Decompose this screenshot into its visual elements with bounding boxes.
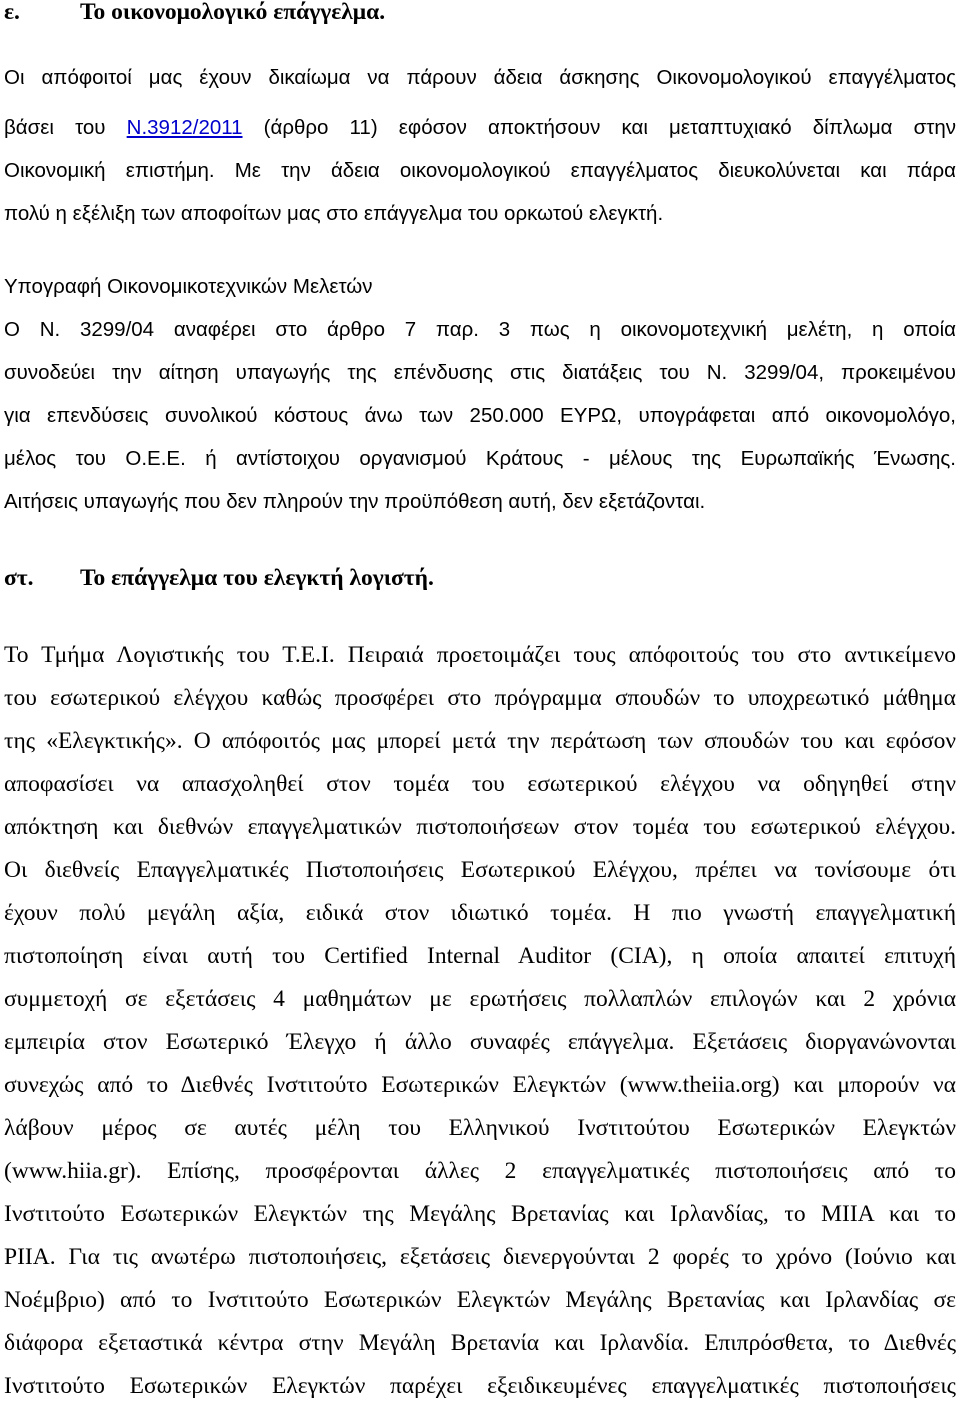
paragraph-line: Το Τμήμα Λογιστικής του Τ.Ε.Ι. Πειραιά προετοιμάζει τους απόφοιτούς του στο αντικείμενο: [4, 642, 956, 668]
paragraph-line: για επενδύσεις συνολικού κόστους άνω των 250.000 ΕΥΡΩ, υπογράφεται από οικονομολόγο,: [4, 404, 956, 427]
paragraph-line: αποφασίσει να απασχοληθεί στον τομέα του εσωτερικού ελέγχου να οδηγηθεί στην: [4, 771, 956, 797]
paragraph-line: Οι διεθνείς Επαγγελματικές Πιστοποιήσεις Εσωτερικού Ελέγχου, πρέπει να τονίσουμε ότι: [4, 857, 956, 883]
paragraph-line: της «Ελεγκτικής». Ο απόφοιτός μας μπορεί μετά την περάτωση των σπουδών του και εφόσον: [4, 728, 956, 754]
section-number: στ.: [4, 565, 34, 591]
paragraph-line: (www.hiia.gr). Επίσης, προσφέρονται άλλες 2 επαγγελματικές πιστοποιήσεις από το: [4, 1158, 956, 1184]
paragraph-line: εμπειρία στον Εσωτερικό Έλεγχο ή άλλο συναφές επάγγελμα. Εξετάσεις διοργανώνονται: [4, 1029, 956, 1055]
paragraph-line: Νοέμβριο) από το Ινστιτούτο Εσωτερικών Ελεγκτών Μεγάλης Βρετανίας και Ιρλανδίας σε: [4, 1287, 956, 1313]
section-heading-st: [4, 564, 956, 592]
subheading-signature: Υπογραφή Οικονομικοτεχνικών Μελετών: [4, 275, 373, 298]
text-span: βάσει του: [4, 116, 127, 139]
paragraph-line: του εσωτερικού ελέγχου καθώς προσφέρει στο πρόγραμμα σπουδών το υποχρεωτικό μάθημα: [4, 685, 956, 711]
paragraph-line: συμμετοχή σε εξετάσεις 4 μαθημάτων με ερωτήσεις πολλαπλών επιλογών και 2 χρόνια: [4, 986, 956, 1012]
paragraph-line: συνεχώς από το Διεθνές Ινστιτούτο Εσωτερικών Ελεγκτών (www.theiia.org) και μπορούν να: [4, 1072, 956, 1098]
paragraph-line: πολύ η εξέλιξη των αποφοίτων μας στο επάγγελμα του ορκωτού ελεγκτή.: [4, 202, 664, 225]
section-title: Το οικονομολογικό επάγγελμα.: [80, 0, 386, 25]
paragraph-line: διάφορα εξεταστικά κέντρα στην Μεγάλη Βρετανία και Ιρλανδία. Επιπρόσθετα, το Διεθνές: [4, 1330, 956, 1356]
paragraph-line: PIIA. Για τις ανωτέρω πιστοποιήσεις, εξετάσεις διενεργούνται 2 φορές το χρόνο (Ιούνιο και: [4, 1244, 956, 1270]
section-heading-e: [4, 0, 956, 26]
paragraph-line: λάβουν μέρος σε αυτές μέλη του Ελληνικού Ινστιτούτου Εσωτερικών Ελεγκτών: [4, 1115, 956, 1141]
paragraph-line: πιστοποίηση είναι αυτή του Certified Internal Auditor (CIA), η οποία απαιτεί επιτυχή: [4, 943, 956, 969]
paragraph-line: Ινστιτούτο Εσωτερικών Ελεγκτών παρέχει εξειδικευμένες επαγγελματικές πιστοποιήσεις: [4, 1373, 956, 1399]
section-number: ε.: [4, 0, 20, 25]
paragraph-line: [4, 114, 956, 142]
paragraph-line: έχουν πολύ μεγάλη αξία, ειδικά στον ιδιωτικό τομέα. Η πιο γνωστή επαγγελματική: [4, 900, 956, 926]
paragraph-line: μέλος του Ο.Ε.Ε. ή αντίστοιχου οργανισμού Κράτους - μέλους της Ευρωπαϊκής Ένωσης.: [4, 447, 956, 470]
law-link[interactable]: Ν.3912/2011: [126, 116, 243, 139]
paragraph-line: Αιτήσεις υπαγωγής που δεν πληρούν την προϋπόθεση αυτή, δεν εξετάζονται.: [4, 490, 706, 513]
paragraph-line: απόκτηση και διεθνών επαγγελματικών πιστοποιήσεων στον τομέα του εσωτερικού ελέγχου.: [4, 814, 956, 840]
paragraph-line: Οι απόφοιτοί μας έχουν δικαίωμα να πάρουν άδεια άσκησης Οικονομολογικού επαγγέλματος: [4, 66, 956, 89]
paragraph-line: Ινστιτούτο Εσωτερικών Ελεγκτών της Μεγάλης Βρετανίας και Ιρλανδίας, το MIIA και το: [4, 1201, 956, 1227]
paragraph-line: Ο Ν. 3299/04 αναφέρει στο άρθρο 7 παρ. 3 πως η οικονομοτεχνική μελέτη, η οποία: [4, 318, 956, 341]
text-span: (άρθρο 11) εφόσον αποκτήσουν και μεταπτυχιακό δίπλωμα στην: [242, 116, 956, 139]
paragraph-line: συνοδεύει την αίτηση υπαγωγής της επένδυσης στις διατάξεις του Ν. 3299/04, προκειμένου: [4, 361, 956, 384]
paragraph-line: Οικονομική επιστήμη. Με την άδεια οικονομολογικού επαγγέλματος διευκολύνεται και πάρα: [4, 159, 956, 182]
section-title: Το επάγγελμα του ελεγκτή λογιστή.: [80, 565, 434, 591]
